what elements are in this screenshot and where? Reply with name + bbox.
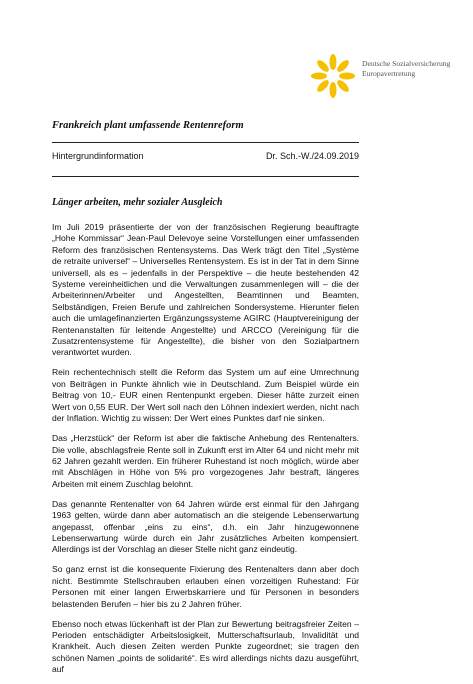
sunflower-petals-icon (308, 52, 358, 100)
paragraph-1: Im Juli 2019 präsentierte der von der französischen Regierung beauftragte „Hohe Kommissar“ Jean-Paul Delevoye seine Vorstellungen einer umfassenden Reform des französischen Rentensystems. Das Werk trägt den Titel „Système de retraite universel“ – Universelles Rentensystem. Es ist in der Tat in dem Sinne universell, als es – jedenfalls in der Perspektive – die heute bestehenden 42 Systeme vereinheitlichen und die Verwaltungen zusammenlegen will – die der Arbeiterinnen/Arbeiter und Angestellten, Beamtinnen und Beamten, Selbständigen, Freien Berufe und zahlreichen Sondersysteme. Hierunter fielen auch die umlagefinanzierten Ergänzungssysteme AGIRC (Hauptvereinigung der Rentenanstalten für leitende Angestellte) und ARCCO (Vereinigung für die Zusatzrentensysteme für Angestellte), die bisher von den Sozialpartnern verantwortet wurden. (52, 222, 359, 358)
org-line-2: Europavertretung (362, 69, 416, 78)
document-type: Hintergrundinformation (52, 151, 144, 161)
paragraph-3: Das „Herzstück“ der Reform ist aber die faktische Anhebung des Rentenalters. Die volle, abschlagsfreie Rente soll in Zukunft erst im Alter 64 und nicht mehr mit 62 Jahren gezahlt werden. Ein früherer Ruhestand ist noch möglich, würde aber mit Abschlägen in Höhe von 5% pro vorgezogenes Jahr bestraft, längeres Arbeiten mit einem Zuschlag belohnt. (52, 433, 359, 489)
paragraph-6: Ebenso noch etwas lückenhaft ist der Plan zur Bewertung beitragsfreier Zeiten – Perioden entschädigter Arbeitslosigkeit, Mutterschaftsurlaub, Invalidität und Krankheit. Auch diesen Zeiten werden Punkte zugeordnet; sie tragen den schönen Namen „points de solidarité“. Es wird allerdings nichts dazu ausgeführt, auf (52, 618, 359, 675)
paragraph-4: Das genannte Rentenalter von 64 Jahren würde erst einmal für den Jahrgang 1963 gelten, würde dann aber automatisch an die steigende Lebenserwartung angepasst, offenbar „eins zu eins“, d.h. ein Jahr hinzugewonnene Lebenserwartung würde durch ein Jahr zusätzliches Arbeiten kompensiert. Allerdings ist der Vorschlag an dieser Stelle nicht ganz eindeutig. (52, 498, 359, 555)
divider-top (52, 142, 359, 143)
logo (308, 52, 358, 100)
paragraph-5: So ganz ernst ist die konsequente Fixierung des Rentenalters dann aber doch nicht. Bestimmte Stellschrauben erlauben einen vorzeitigen Ruhestand: Für Personen mit einer langen Erwerbskarriere und für Personen in besonders belastenden Berufen – hier bis zu 2 Jahren früher. (52, 564, 359, 609)
section-heading: Länger arbeiten, mehr sozialer Ausgleich (52, 197, 223, 208)
divider-bottom (52, 176, 359, 177)
document-reference: Dr. Sch.-W./24.09.2019 (265, 151, 359, 161)
org-line-1: Deutsche Sozialversicherung (362, 59, 451, 68)
body-text (52, 222, 359, 684)
document-title: Frankreich plant umfassende Rentenreform (52, 120, 244, 131)
organization-name (362, 59, 450, 79)
paragraph-2: Rein rechentechnisch stellt die Reform das System um auf eine Umrechnung von Beiträgen in Punkte ähnlich wie in Deutschland. Zum Beispiel würde ein Beitrag von 10,- EUR einen Rentenpunkt ergeben. Dieser hätte zurzeit einen Wert von 0,55 EUR. Der Wert soll nach den Löhnen indexiert werden, nicht nach der Inflation. Wichtig zu wissen: Der Wert eines Punktes darf nie sinken. (52, 367, 359, 424)
